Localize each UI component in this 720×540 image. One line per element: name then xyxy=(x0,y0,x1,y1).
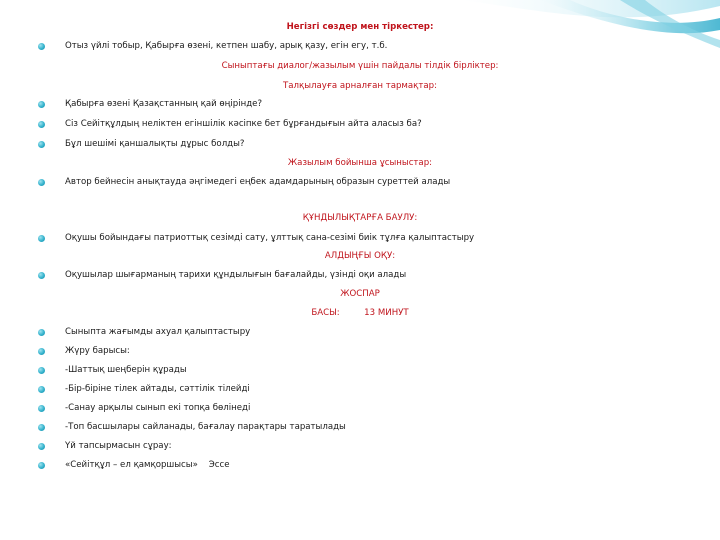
list-item-text: «Сейітқұл – ел қамқоршысы» Эссе xyxy=(65,460,230,470)
bullet-icon xyxy=(38,443,45,450)
list-item-text: Қабырға өзені Қазақстанның қай өңірінде? xyxy=(65,99,263,109)
list-item xyxy=(0,176,720,188)
list-item-text: Сыныпта жағымды ахуал қалыптастыру xyxy=(65,327,251,337)
list-item xyxy=(0,421,720,433)
list-item xyxy=(0,232,720,244)
bullet-icon xyxy=(38,235,45,242)
list-item-text: -Санау арқылы сынып екі топқа бөлінеді xyxy=(65,403,251,413)
bullet-icon xyxy=(38,121,45,128)
bullet-icon xyxy=(38,424,45,431)
list-item xyxy=(0,459,720,471)
list-item xyxy=(0,326,720,338)
list-item xyxy=(0,98,720,110)
bullet-icon xyxy=(38,101,45,108)
list-item-text: Үй тапсырмасын сұрау: xyxy=(65,441,172,451)
section-heading: АЛДЫҢҒЫ ОҚУ: xyxy=(324,251,396,261)
bullet-icon xyxy=(38,141,45,148)
section-heading: Жазылым бойынша ұсыныстар: xyxy=(287,158,433,168)
list-item xyxy=(0,440,720,452)
list-item-text: Жүру барысы: xyxy=(65,346,130,356)
list-item xyxy=(0,345,720,357)
list-item-text: Сіз Сейітқұлдың неліктен егіншілік кәсіпке бет бұрғандығын айта аласыз ба? xyxy=(65,119,422,129)
section-heading: Талқылауға арналған тармақтар: xyxy=(283,81,437,91)
list-item xyxy=(0,138,720,150)
list-item-text: -Шаттық шеңберін құрады xyxy=(65,365,187,375)
section-heading: ЖОСПАР xyxy=(340,289,380,299)
list-item-text: -Бір-біріне тілек айтады, сәттілік тілейді xyxy=(65,384,250,394)
list-item xyxy=(0,364,720,376)
list-item xyxy=(0,383,720,395)
list-item xyxy=(0,118,720,130)
section-heading: ҚҰНДЫЛЫҚТАРҒА БАУЛУ: xyxy=(302,213,418,223)
list-item xyxy=(0,402,720,414)
bullet-icon xyxy=(38,367,45,374)
list-item xyxy=(0,269,720,281)
list-item-text: -Топ басшылары сайланады, бағалау парақтары таратылады xyxy=(65,422,346,432)
list-item-text: Автор бейнесін анықтауда әңгімедегі еңбек адамдарының образын суреттей алады xyxy=(65,177,451,187)
bullet-icon xyxy=(38,405,45,412)
bullet-icon xyxy=(38,43,45,50)
bullet-icon xyxy=(38,386,45,393)
list-item-text: Отыз үйлі тобыр, Қабырға өзені, кетпен шабу, арық қазу, егін егу, т.б. xyxy=(65,41,388,51)
bullet-icon xyxy=(38,462,45,469)
bullet-icon xyxy=(38,348,45,355)
list-item xyxy=(0,40,720,52)
section-heading: Сыныптағы диалог/жазылым үшін пайдалы тілдік бірліктер: xyxy=(221,61,499,71)
bullet-icon xyxy=(38,179,45,186)
list-item-text: Оқушы бойындағы патриоттық сезімді сату, ұлттық сана-сезімі биік тұлға қалыптастыру xyxy=(65,233,475,243)
slide-title: Негізгі сөздер мен тіркестер: xyxy=(286,22,434,32)
list-item-text: Оқушылар шығарманың тарихи құндылығын бағалайды, үзінді оқи алады xyxy=(65,270,407,280)
section-heading: БАСЫ: 13 МИНУТ xyxy=(311,308,409,318)
list-item-text: Бұл шешімі қаншалықты дұрыс болды? xyxy=(65,139,245,149)
bullet-icon xyxy=(38,272,45,279)
bullet-icon xyxy=(38,329,45,336)
